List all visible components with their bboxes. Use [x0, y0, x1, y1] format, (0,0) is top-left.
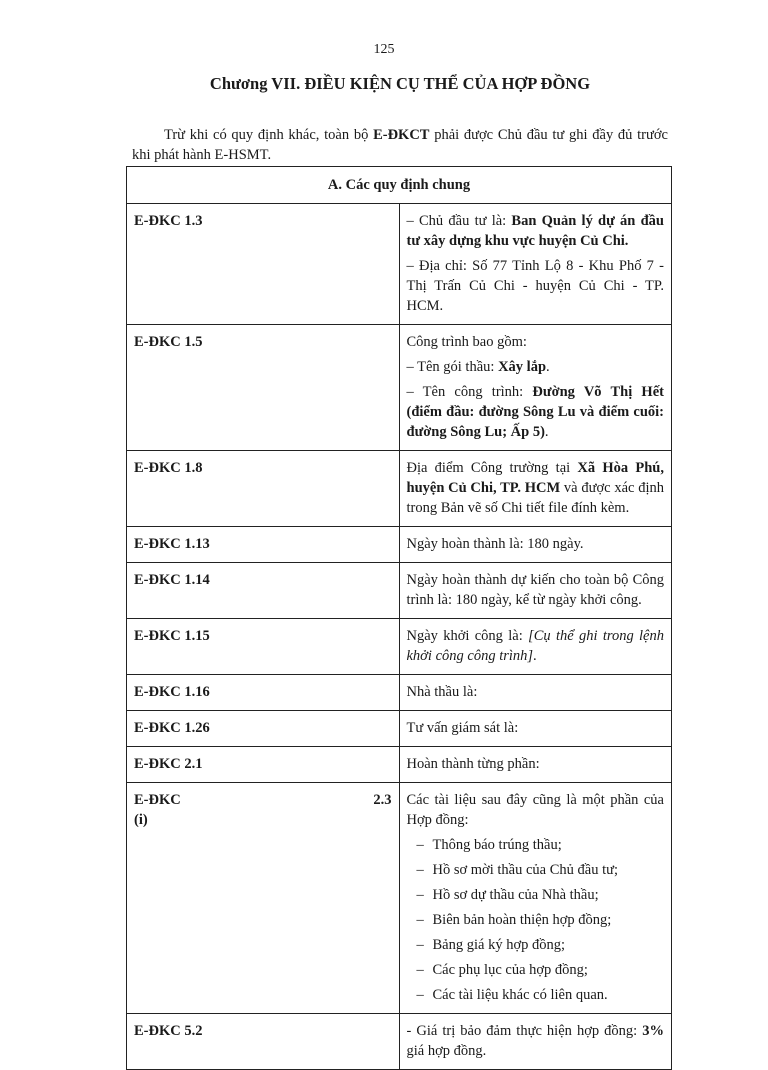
- intro-paragraph: [132, 125, 668, 165]
- section-title: A. Các quy định chung: [127, 167, 672, 204]
- clause-italic-text: [Cụ thể ghi trong lệnh khởi công công trình]: [406, 628, 664, 664]
- clause-code: E-ĐKC 1.3: [127, 204, 400, 325]
- clause-content: [399, 675, 672, 711]
- clause-text: Địa điểm Công trường tại: [406, 460, 578, 476]
- clause-code-suffix: (i): [134, 812, 148, 828]
- clause-line: Nhà thầu là:: [406, 684, 478, 700]
- clause-bold-text: Xã Hòa Phú, huyện Củ Chi, TP. HCM: [406, 460, 664, 496]
- clause-line: [407, 626, 665, 666]
- intro-bold-term: E-ĐKCT: [373, 126, 430, 143]
- clause-line: [407, 1021, 665, 1061]
- clause-text: giá hợp đồng.: [406, 1043, 487, 1059]
- clause-content: [399, 783, 672, 1014]
- clause-content: [399, 325, 672, 451]
- clause-content: [399, 747, 672, 783]
- clause-content: [399, 711, 672, 747]
- conditions-table: [126, 166, 672, 1070]
- clause-bold-text: Ban Quản lý dự án đầu tư xây dựng khu vực huyện Củ Chi.: [406, 213, 664, 249]
- clause-line: [407, 382, 665, 442]
- table-row: [127, 747, 672, 783]
- table-row: [127, 527, 672, 563]
- clause-bold-text: 3%: [642, 1023, 664, 1039]
- clause-line: Hoàn thành từng phần:: [406, 756, 540, 772]
- clause-line: Ngày hoàn thành là: 180 ngày.: [406, 536, 584, 552]
- clause-content: [399, 527, 672, 563]
- list-item: – Các tài liệu khác có liên quan.: [417, 985, 665, 1005]
- clause-line: [407, 458, 665, 518]
- section-header-row: [127, 167, 672, 204]
- contract-documents-list: [407, 835, 665, 1005]
- list-item: – Bảng giá ký hợp đồng;: [417, 935, 665, 955]
- table-row: [127, 711, 672, 747]
- clause-content: [399, 451, 672, 527]
- intro-text-start: Trừ khi có quy định khác, toàn bộ: [164, 126, 374, 143]
- clause-line: – Địa chỉ: Số 77 Tỉnh Lộ 8 - Khu Phố 7 - Thị Trấn Củ Chi - huyện Củ Chi - TP. HCM.: [406, 258, 664, 314]
- list-item: – Thông báo trúng thầu;: [417, 835, 665, 855]
- clause-line: Tư vấn giám sát là:: [406, 720, 519, 736]
- list-item: – Hồ sơ dự thầu của Nhà thầu;: [417, 885, 665, 905]
- clause-text: - Giá trị bảo đảm thực hiện hợp đồng:: [406, 1023, 643, 1039]
- clause-text: .: [546, 359, 550, 375]
- clause-line: Ngày hoàn thành dự kiến cho toàn bộ Công trình là: 180 ngày, kể từ ngày khởi công.: [406, 572, 664, 608]
- list-item: – Biên bản hoàn thiện hợp đồng;: [417, 910, 665, 930]
- table-row: [127, 204, 672, 325]
- clause-line: Các tài liệu sau đây cũng là một phần của Hợp đồng:: [406, 792, 664, 828]
- clause-content: [399, 563, 672, 619]
- list-item: – Hồ sơ mời thầu của Chủ đầu tư;: [417, 860, 665, 880]
- clause-content: [399, 1014, 672, 1070]
- clause-code: E-ĐKC 5.2: [127, 1014, 400, 1070]
- table-row: [127, 1014, 672, 1070]
- clause-line: [407, 211, 665, 251]
- clause-content: [399, 204, 672, 325]
- chapter-title: Chương VII. ĐIỀU KIỆN CỤ THỂ CỦA HỢP ĐỒNG: [209, 74, 591, 93]
- clause-code-line: [134, 790, 392, 810]
- page-number: 125: [373, 42, 395, 57]
- clause-bold-text: Đường Võ Thị Hết (điểm đầu: đường Sông Lu và điểm cuối: đường Sông Lu; Ấp 5): [406, 384, 664, 440]
- clause-code-number: 2.3: [373, 792, 392, 808]
- clause-code-prefix: E-ĐKC: [134, 792, 181, 808]
- clause-code: E-ĐKC 1.15: [127, 619, 400, 675]
- table-row: [127, 675, 672, 711]
- table-row: [127, 325, 672, 451]
- clause-code: [127, 783, 400, 1014]
- table-row: [127, 451, 672, 527]
- clause-code: E-ĐKC 1.13: [127, 527, 400, 563]
- clause-line: [407, 357, 665, 377]
- clause-text: và được xác định trong Bản vẽ số Chi tiết file đính kèm.: [406, 480, 664, 516]
- clause-code: E-ĐKC 1.16: [127, 675, 400, 711]
- clause-text: Ngày khởi công là:: [406, 628, 529, 644]
- clause-line: Công trình bao gồm:: [406, 334, 527, 350]
- intro-text-end: phải được Chủ đầu tư ghi đầy đủ trước khi phát hành E-HSMT.: [132, 126, 668, 163]
- clause-bold-text: Xây lắp: [498, 359, 547, 375]
- clause-code: E-ĐKC 1.26: [127, 711, 400, 747]
- clause-text: – Chủ đầu tư là:: [406, 213, 512, 229]
- table-row: [127, 783, 672, 1014]
- clause-text: – Tên công trình:: [406, 384, 533, 400]
- table-row: [127, 563, 672, 619]
- clause-text: .: [544, 424, 549, 440]
- clause-content: [399, 619, 672, 675]
- list-item: – Các phụ lục của hợp đồng;: [417, 960, 665, 980]
- clause-code: E-ĐKC 1.14: [127, 563, 400, 619]
- clause-code: E-ĐKC 2.1: [127, 747, 400, 783]
- table-row: [127, 619, 672, 675]
- clause-text: .: [533, 648, 537, 664]
- clause-code: E-ĐKC 1.8: [127, 451, 400, 527]
- clause-code: E-ĐKC 1.5: [127, 325, 400, 451]
- clause-text: – Tên gói thầu:: [406, 359, 499, 375]
